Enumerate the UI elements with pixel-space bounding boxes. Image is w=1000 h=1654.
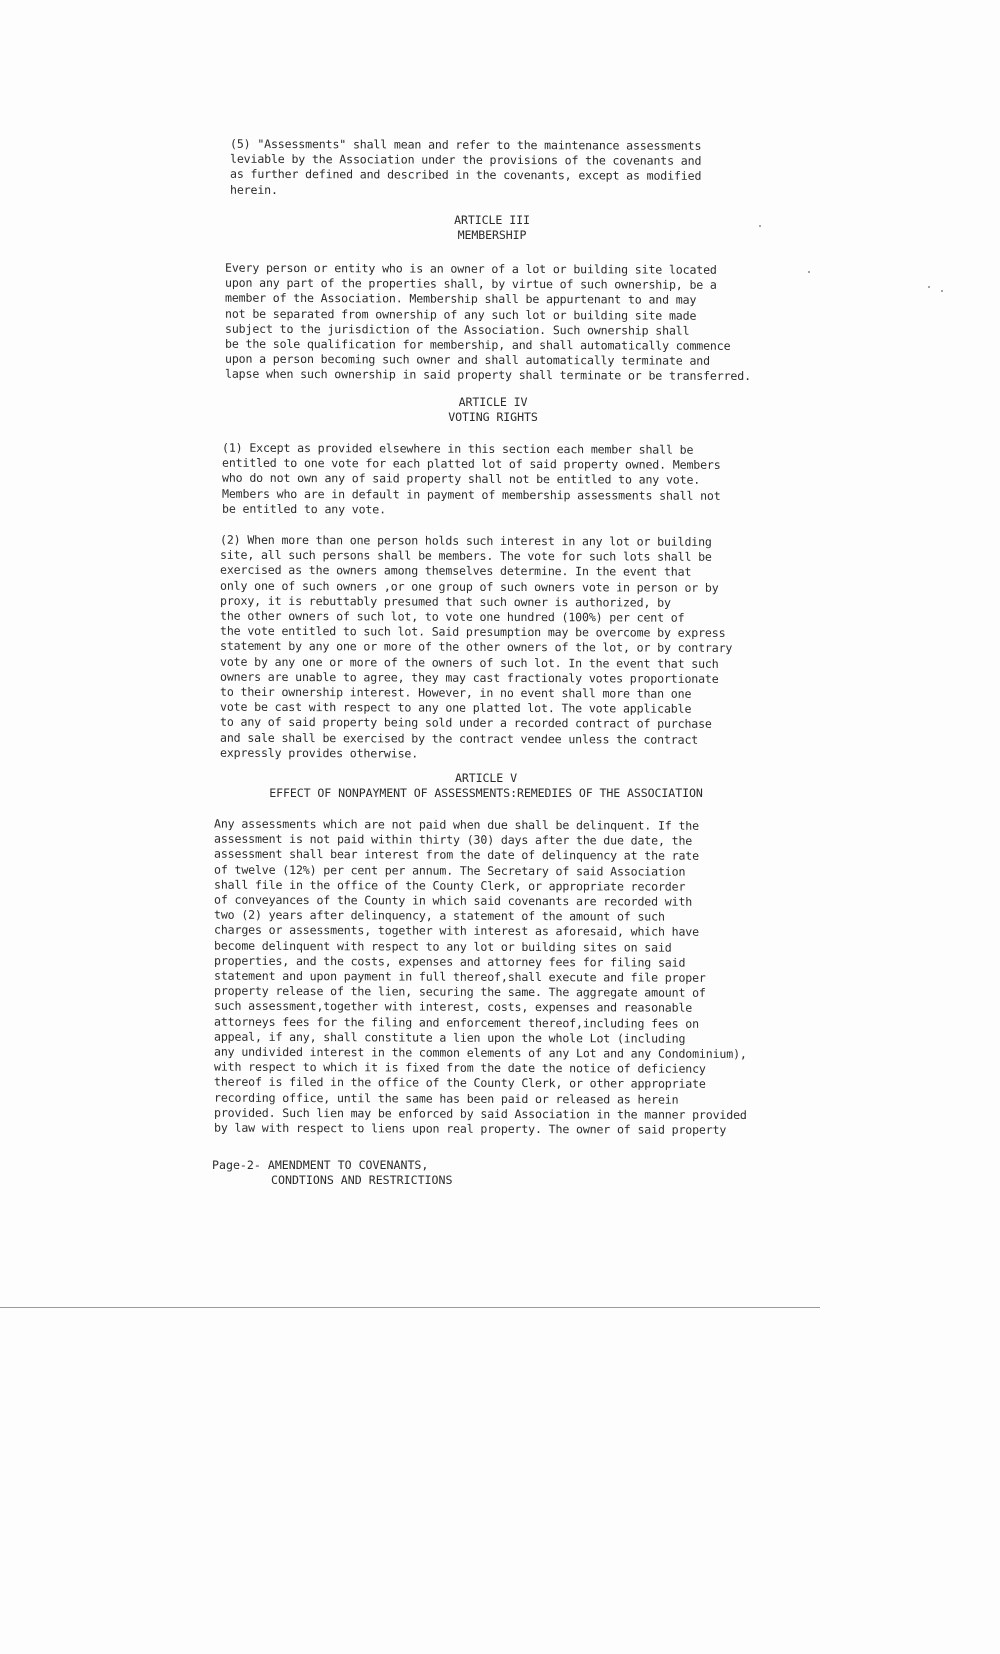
paragraph-voting-rights-2: (2) When more than one person holds such interest in any lot or building site, all such persons shall be members. The vote for such lots shall be exercised as the owners among themselves determine. In the event that only one of such owners ,or one group of such owners vote in person or by proxy, it is rebuttably presumed that such owner is authorized, by the other owners of such lot, to vote one hundred (100%) per cent of the vote entitled to such lot. Said presumption may be overcome by express statement by any one or more of the other owners of the lot, or by contrary vote by any one or more of the owners of such lot. In the event that such owners are unable to agree, they may cast fractionaly votes proportionate to their ownership interest. However, in no event shall more than one vote be cast with respect to any one platted lot. The vote applicable to any of said property being sold under a recorded contract of purchase and sale shall be exercised by the contract vendee unless the contract expressly provides otherwise. [220,532,733,761]
article-5-title: EFFECT OF NONPAYMENT OF ASSESSMENTS:REMEDIES OF THE ASSOCIATION [269,786,703,800]
scan-speck [941,290,943,292]
article-3-heading [430,213,554,243]
paragraph-assessments-definition: (5) "Assessments" shall mean and refer to the maintenance assessments leviable by the Association under the provisions of the covenants and as further defined and described in the covenants, except as modified herein. [230,136,702,197]
article-3-title: MEMBERSHIP [457,228,527,242]
article-4-number: ARTICLE IV [458,395,528,409]
article-4-title: VOTING RIGHTS [448,410,538,424]
page-footer [212,1158,452,1188]
paragraph-membership: Every person or entity who is an owner of a lot or building site located upon any part of the properties shall, by virtue of such ownership, be a member of the Association. Membership shall be appurtenant to and may not be separated from ownership of any such lot or building site made subject to the jurisdiction of the Association. Such ownership shall be the sole qualification for membership, and shall automatically commence upon a person becoming such owner and shall automatically terminate and lapse when such ownership in said property shall terminate or be transferred. [225,260,751,384]
footer-line-1: Page-2- AMENDMENT TO COVENANTS, [212,1158,429,1172]
article-5-heading [236,771,736,801]
paragraph-voting-rights-1: (1) Except as provided elsewhere in this section each member shall be entitled to one vote for each platted lot of said property owned. Members who do not own any of said property shall not be entitled to any vote. Members who are in default in payment of membership assessments shall not be entitled to any vote. [222,440,721,517]
article-4-heading [418,395,568,425]
scan-speck [759,225,761,227]
article-3-number: ARTICLE III [454,213,530,227]
paragraph-nonpayment-remedies: Any assessments which are not paid when due shall be delinquent. If the assessment is not paid within thirty (30) days after the due date, the assessment shall bear interest from the date of delinquency at the rate of twelve (12%) per cent per annum. The Secretary of said Association shall file in the office of the County Clerk, or appropriate recorder of conveyances of the County in which said covenants are recorded with two (2) years after delinquency, a statement of the amount of such charges or assessments, together with interest as aforesaid, which have become delinquent with respect to any lot or building sites on said properties, and the costs, expenses and attorney fees for filing said statement and upon payment in full thereof,shall execute and file proper property release of the lien, securing the same. The aggregate amount of such assessment,together with interest, costs, expenses and reasonable attorneys fees for the filing and enforcement thereof,including fees on appeal, if any, shall constitute a lien upon the whole Lot (including any undivided interest in the common elements of any Lot and any Condominium), with respect to which it is fixed from the date the notice of deficiency thereof is filed in the office of the County Clerk, or other appropriate recording office, until the same has been paid or released as herein provided. Such lien may be enforced by said Association in the manner provided by law with respect to liens upon real property. The owner of said property [214,816,747,1137]
scan-edge-line [0,1307,820,1308]
scan-speck [808,271,810,273]
scan-speck [928,286,930,288]
footer-line-2: CONDTIONS AND RESTRICTIONS [271,1173,453,1187]
article-5-number: ARTICLE V [455,771,517,785]
